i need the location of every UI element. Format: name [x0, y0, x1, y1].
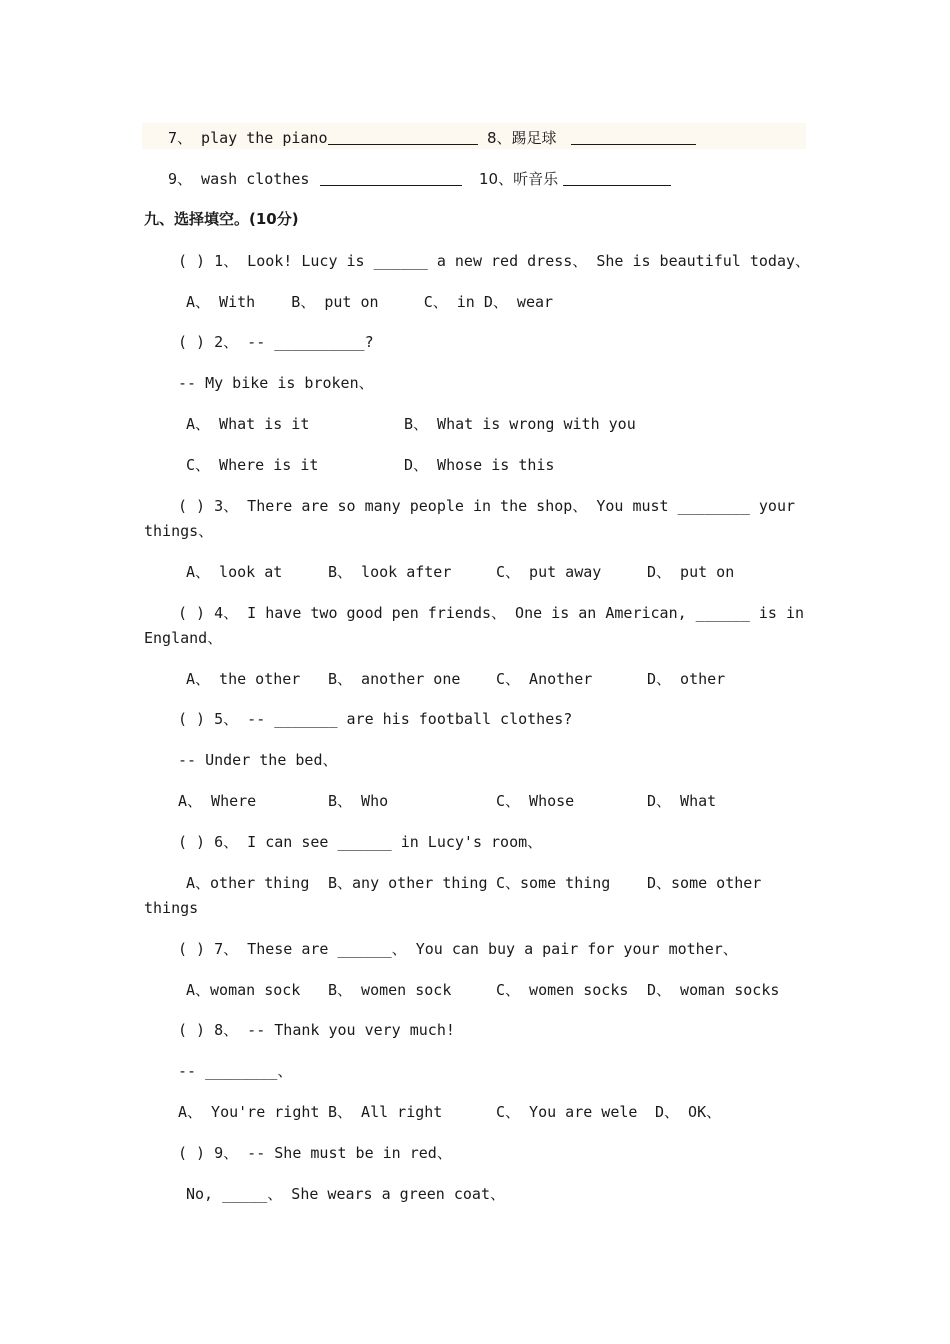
question-5-option-d: D、 What: [647, 792, 717, 810]
question-2: ( ) 2、 -- __________?: [178, 333, 374, 351]
question-2-option-a: A、 What is it: [186, 415, 310, 433]
question-7-option-a: A、woman sock: [186, 981, 301, 999]
question-6-option-a: A、other thing: [186, 874, 310, 892]
question-4-option-b: B、 another one: [328, 670, 461, 688]
item-7: 7、 play the piano: [168, 129, 328, 147]
question-4: ( ) 4、 I have two good pen friends、 One is an American, ______ is in: [178, 604, 805, 622]
question-8-reply: -- ________、: [178, 1062, 293, 1080]
question-2-option-b: B、 What is wrong with you: [404, 415, 636, 433]
question-5-option-b: B、 Who: [328, 792, 389, 810]
question-4-option-d: D、 other: [647, 670, 726, 688]
question-2-reply: -- My bike is broken、: [178, 374, 374, 392]
question-5-option-c: C、 Whose: [496, 792, 575, 810]
item-10: 10、听音乐: [479, 170, 559, 188]
question-7-option-c: C、 women socks: [496, 981, 629, 999]
question-2-option-c: C、 Where is it: [186, 456, 319, 474]
question-7: ( ) 7、 These are ______、 You can buy a pair for your mother、: [178, 940, 738, 958]
question-6-option-c: C、some thing: [496, 874, 611, 892]
question-4-option-c: C、 Another: [496, 670, 593, 688]
question-2-option-d: D、 Whose is this: [404, 456, 555, 474]
question-9: ( ) 9、 -- She must be in red、: [178, 1144, 452, 1162]
answer-blank-9[interactable]: [320, 169, 462, 186]
question-1-options: A、 With B、 put on C、 in D、 wear: [186, 293, 554, 311]
item-9: 9、 wash clothes: [168, 170, 310, 188]
answer-blank-8[interactable]: [571, 128, 696, 145]
question-1: ( ) 1、 Look! Lucy is ______ a new red dress、 She is beautiful today、: [178, 252, 810, 270]
question-8-option-a: A、 You're right: [178, 1103, 320, 1121]
answer-blank-7[interactable]: [328, 128, 478, 145]
question-8-option-d: D、 OK、: [655, 1103, 722, 1121]
item-8: 8、踢足球: [487, 129, 557, 147]
question-6-option-d: D、some other: [647, 874, 762, 892]
question-8: ( ) 8、 -- Thank you very much!: [178, 1021, 455, 1039]
question-3-continued: things、: [144, 522, 214, 540]
question-8-option-c: C、 You are wele: [496, 1103, 638, 1121]
question-5-reply: -- Under the bed、: [178, 751, 338, 769]
question-3-option-a: A、 look at: [186, 563, 283, 581]
question-3: ( ) 3、 There are so many people in the shop、 You must ________ your: [178, 497, 795, 515]
question-5: ( ) 5、 -- _______ are his football clothes?: [178, 710, 573, 728]
question-3-option-d: D、 put on: [647, 563, 735, 581]
question-3-option-b: B、 look after: [328, 563, 452, 581]
question-6: ( ) 6、 I can see ______ in Lucy's room、: [178, 833, 543, 851]
question-3-option-c: C、 put away: [496, 563, 602, 581]
question-4-option-a: A、 the other: [186, 670, 301, 688]
question-7-option-d: D、 woman socks: [647, 981, 780, 999]
question-4-continued: England、: [144, 629, 223, 647]
question-6-continued: things: [144, 899, 199, 917]
answer-blank-10[interactable]: [563, 169, 671, 186]
question-6-option-b: B、any other thing: [328, 874, 488, 892]
question-7-option-b: B、 women sock: [328, 981, 452, 999]
question-5-option-a: A、 Where: [178, 792, 257, 810]
question-9-reply: No, _____、 She wears a green coat、: [186, 1185, 505, 1203]
question-8-option-b: B、 All right: [328, 1103, 443, 1121]
section-title: 九、选择填空。(10分): [144, 210, 299, 228]
